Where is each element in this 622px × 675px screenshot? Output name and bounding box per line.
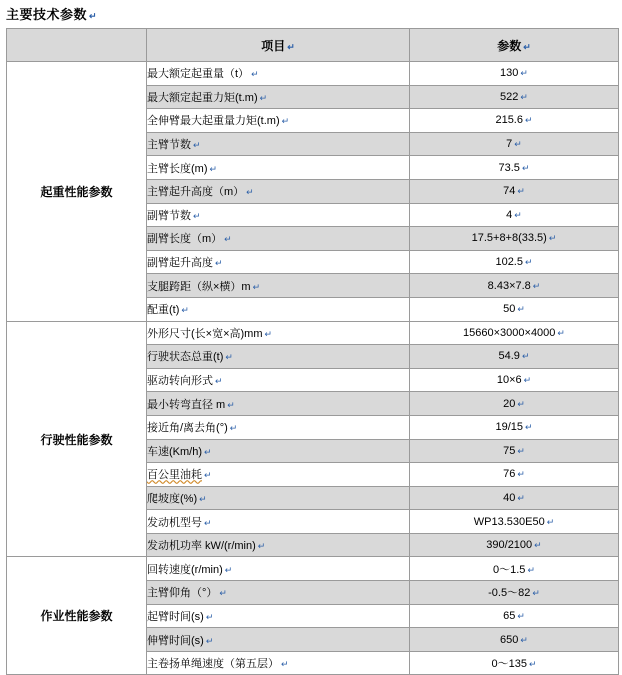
item-label [147,109,410,133]
value-text: 7 [506,138,513,151]
item-label [147,368,410,392]
table-header-row [7,29,619,62]
paragraph-mark-icon: ↵ [224,564,233,575]
item-text: 副臂长度（m） [147,233,223,246]
paragraph-mark-icon: ↵ [205,635,214,646]
item-text: 发动机型号 [147,516,202,529]
item-label [147,132,410,156]
page-title [0,0,622,28]
value-cell [410,510,619,534]
paragraph-mark-icon: ↵ [209,163,218,174]
value-cell [410,392,619,416]
paragraph-mark-icon: ↵ [517,398,525,409]
value-text: 40 [503,491,516,504]
paragraph-mark-icon: ↵ [229,423,238,434]
table-row [7,321,619,345]
item-text: 副臂节数 [147,209,191,222]
item-text: 主臂仰角（°） [147,587,218,600]
paragraph-mark-icon: ↵ [204,517,212,528]
value-cell [410,321,619,345]
paragraph-mark-icon: ↵ [215,376,223,387]
value-cell [410,274,619,298]
item-label [147,510,410,534]
paragraph-mark-icon: ↵ [521,162,530,173]
paragraph-mark-icon: ↵ [264,328,273,339]
item-text: 外形尺寸(长×宽×高)mm [147,327,263,340]
value-text: 8.43×7.8 [487,279,531,292]
value-text: 102.5 [495,256,523,269]
value-cell [410,533,619,557]
value-text: 0～1.5 [493,563,526,576]
paragraph-mark-icon: ↵ [532,588,540,599]
value-text: 74 [503,185,516,198]
item-text: 最小转弯直径 m [147,398,226,411]
value-cell [410,156,619,180]
paragraph-mark-icon: ↵ [514,209,522,220]
paragraph-mark-icon: ↵ [517,469,525,480]
item-label [147,85,410,109]
paragraph-mark-icon: ↵ [524,257,533,268]
value-text: 75 [503,444,516,457]
value-cell [410,628,619,652]
item-text: 接近角/离去角(°) [147,422,228,435]
item-label [147,345,410,369]
paragraph-mark-icon: ↵ [281,116,290,127]
item-text: 副臂起升高度 [147,257,213,270]
item-text: 主臂起升高度（m） [147,186,245,199]
item-text: 配重(t) [147,304,180,317]
paragraph-mark-icon: ↵ [227,399,235,410]
value-cell [410,604,619,628]
item-label [147,274,410,298]
paragraph-mark-icon: ↵ [514,139,522,150]
header-cell-value [410,29,619,62]
paragraph-mark-icon: ↵ [523,375,532,386]
paragraph-mark-icon: ↵ [181,305,189,316]
value-text: 19/15 [495,421,523,434]
item-text: 最大额定起重力矩(t.m) [147,91,258,104]
page-title-text: 主要技术参数 [6,7,88,22]
paragraph-mark-icon: ↵ [520,68,528,79]
paragraph-mark-icon: ↵ [532,280,541,291]
header-item-text: 项目 [261,38,286,53]
paragraph-mark-icon: ↵ [205,611,214,622]
item-label [147,250,410,274]
item-label [147,203,410,227]
value-text: 650 [500,633,519,646]
paragraph-mark-icon: ↵ [523,41,531,52]
value-cell [410,581,619,605]
value-text: 20 [503,397,516,410]
item-text: 全伸臂最大起重量力矩(t.m) [147,115,280,128]
value-cell [410,85,619,109]
paragraph-mark-icon: ↵ [89,11,98,21]
paragraph-mark-icon: ↵ [534,540,542,551]
paragraph-mark-icon: ↵ [215,258,223,269]
paragraph-mark-icon: ↵ [252,281,261,292]
value-cell [410,651,619,675]
paragraph-mark-icon: ↵ [225,352,233,363]
item-text: 起臂时间(s) [147,610,204,623]
header-cell-item [147,29,410,62]
paragraph-mark-icon: ↵ [204,446,212,457]
item-text: 行驶状态总重(t) [147,351,224,364]
item-text: 发动机功率 kW/(r/min) [147,540,256,553]
item-text: 支腿跨距（纵×横）m [147,280,251,293]
value-cell [410,368,619,392]
value-text: -0.5～82 [488,587,531,600]
item-label [147,415,410,439]
value-text: 54.9 [498,350,520,363]
value-text: 17.5+8+8(33.5) [471,232,547,245]
item-text: 驱动转向形式 [147,375,213,388]
header-cell-group [7,29,147,62]
value-cell [410,297,619,321]
item-label [147,392,410,416]
value-cell [410,227,619,251]
value-text: 73.5 [498,161,520,174]
paragraph-mark-icon: ↵ [204,470,212,481]
item-text: 最大额定起重量（t） [147,68,250,81]
item-label [147,533,410,557]
paragraph-mark-icon: ↵ [517,186,525,197]
item-label [147,321,410,345]
item-text: 主臂长度(m) [147,162,208,175]
item-label [147,557,410,581]
paragraph-mark-icon: ↵ [287,41,295,52]
paragraph-mark-icon: ↵ [193,210,201,221]
paragraph-mark-icon: ↵ [517,445,525,456]
item-label [147,581,410,605]
paragraph-mark-icon: ↵ [224,234,232,245]
value-text: 15660×3000×4000 [463,326,556,339]
paragraph-mark-icon: ↵ [517,610,525,621]
value-cell [410,557,619,581]
paragraph-mark-icon: ↵ [259,92,268,103]
paragraph-mark-icon: ↵ [281,659,289,670]
value-text: 130 [500,67,519,80]
value-cell [410,250,619,274]
spec-table [6,28,619,675]
value-text: 76 [503,468,516,481]
value-text: 4 [506,208,513,221]
item-label [147,463,410,487]
paragraph-mark-icon: ↵ [557,327,565,338]
header-value-text: 参数 [497,38,522,53]
paragraph-mark-icon: ↵ [193,140,201,151]
paragraph-mark-icon: ↵ [219,588,227,599]
value-cell [410,345,619,369]
group-label-1: 起重性能参数 [7,62,147,322]
value-text: 0～135 [491,658,527,671]
value-cell [410,109,619,133]
item-label [147,628,410,652]
value-cell [410,415,619,439]
value-cell [410,203,619,227]
item-label [147,604,410,628]
item-text: 主臂节数 [147,139,191,152]
item-label [147,179,410,203]
item-label [147,62,410,86]
item-text: 百公里油耗 [147,469,202,482]
item-text: 车速(Km/h) [147,445,202,458]
paragraph-mark-icon: ↵ [548,233,557,244]
paragraph-mark-icon: ↵ [199,493,207,504]
paragraph-mark-icon: ↵ [520,91,528,102]
value-text: 50 [503,303,516,316]
item-label [147,156,410,180]
value-text: 390/2100 [486,539,533,552]
value-text: 215.6 [495,114,523,127]
paragraph-mark-icon: ↵ [517,492,525,503]
value-text: 522 [500,90,519,103]
paragraph-mark-icon: ↵ [546,516,555,527]
item-label [147,651,410,675]
item-label [147,297,410,321]
value-cell [410,179,619,203]
table-row [7,557,619,581]
paragraph-mark-icon: ↵ [521,351,530,362]
paragraph-mark-icon: ↵ [527,564,535,575]
value-cell [410,132,619,156]
value-cell [410,463,619,487]
paragraph-mark-icon: ↵ [251,69,259,80]
group-label-3: 作业性能参数 [7,557,147,675]
value-text: 10×6 [496,374,522,387]
item-text: 伸臂时间(s) [147,634,204,647]
paragraph-mark-icon: ↵ [246,187,254,198]
table-row [7,62,619,86]
item-text: 回转速度(r/min) [147,563,223,576]
value-text: WP13.530E50 [473,515,545,528]
paragraph-mark-icon: ↵ [524,422,533,433]
paragraph-mark-icon: ↵ [528,659,537,670]
paragraph-mark-icon: ↵ [257,541,266,552]
item-label [147,439,410,463]
paragraph-mark-icon: ↵ [524,115,533,126]
value-text: 65 [503,609,516,622]
item-text: 爬坡度(%) [147,492,198,505]
group-label-2: 行驶性能参数 [7,321,147,557]
item-label [147,227,410,251]
item-label [147,486,410,510]
value-cell [410,486,619,510]
value-cell [410,439,619,463]
paragraph-mark-icon: ↵ [517,304,525,315]
paragraph-mark-icon: ↵ [520,634,528,645]
value-cell [410,62,619,86]
item-text: 主卷扬单绳速度（第五层） [147,658,279,671]
